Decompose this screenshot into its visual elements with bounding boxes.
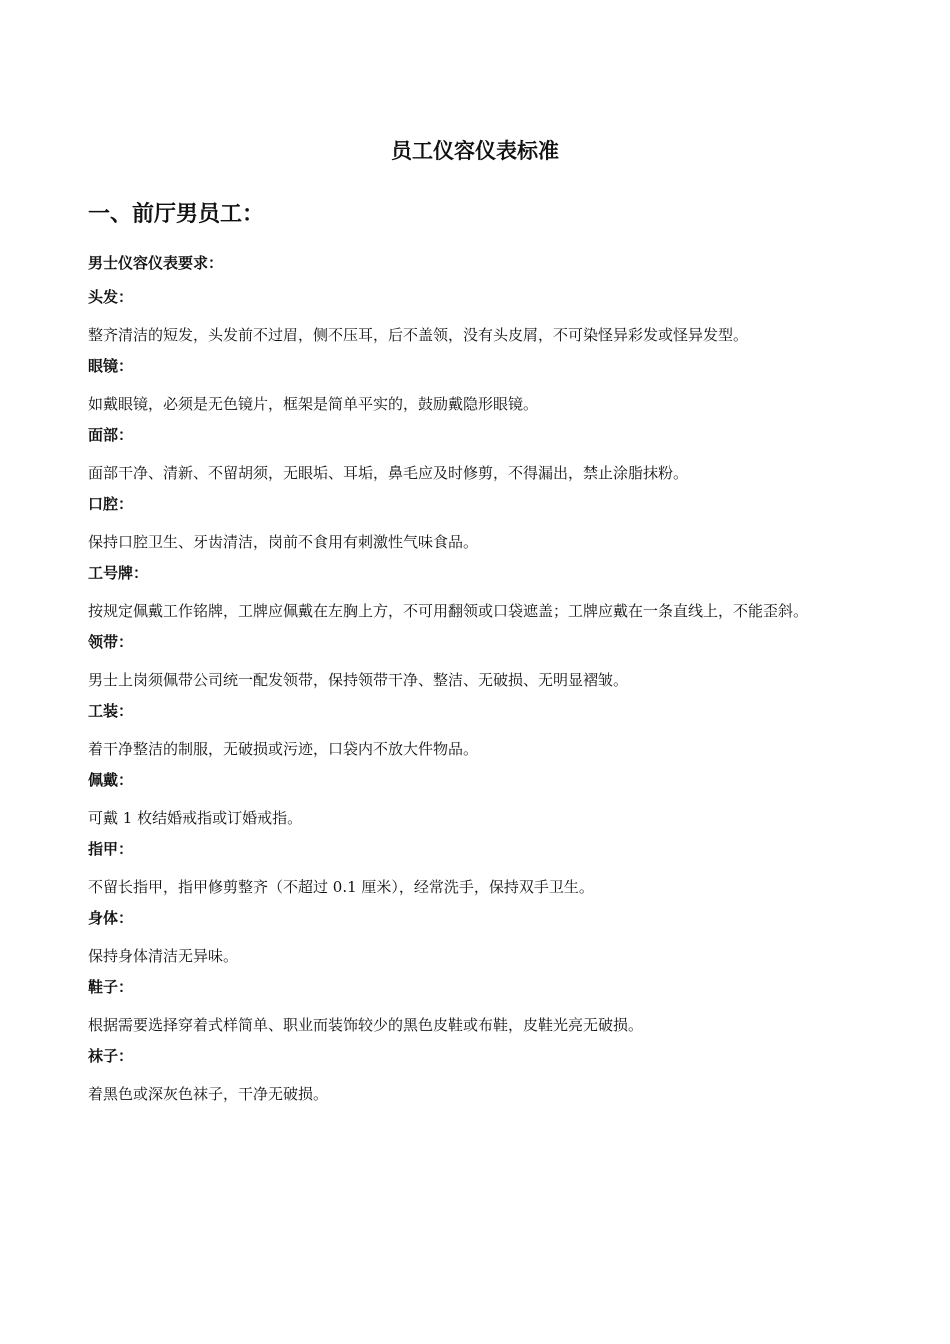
item-shoes bbox=[88, 974, 866, 1042]
item-nails bbox=[88, 836, 866, 904]
subheading: 男士仪容仪表要求： bbox=[88, 254, 224, 272]
item-label: 眼镜： bbox=[88, 357, 134, 375]
item-label: 佩戴： bbox=[88, 771, 134, 789]
item-face bbox=[88, 422, 866, 490]
item-text: 保持口腔卫生、牙齿清洁，岗前不食用有刺激性气味食品。 bbox=[88, 533, 479, 551]
item-text: 男士上岗须佩带公司统一配发领带，保持领带干净、整洁、无破损、无明显褶皱。 bbox=[88, 671, 629, 689]
item-text: 保持身体清洁无异味。 bbox=[88, 947, 239, 965]
document-body bbox=[88, 250, 866, 1112]
item-label: 身体： bbox=[88, 909, 134, 927]
item-text: 可戴 1 枚结婚戒指或订婚戒指。 bbox=[88, 809, 303, 827]
item-badge bbox=[88, 560, 866, 628]
item-label: 工装： bbox=[88, 702, 134, 720]
item-label: 指甲： bbox=[88, 840, 134, 858]
item-uniform bbox=[88, 698, 866, 766]
item-label: 口腔： bbox=[88, 495, 134, 513]
item-tie bbox=[88, 629, 866, 697]
item-label: 领带： bbox=[88, 633, 134, 651]
item-accessories bbox=[88, 767, 866, 835]
item-label: 鞋子： bbox=[88, 978, 134, 996]
item-hair bbox=[88, 284, 866, 352]
section-heading: 一、前厅男员工： bbox=[88, 202, 265, 227]
item-socks bbox=[88, 1043, 866, 1111]
item-mouth bbox=[88, 491, 866, 559]
item-text: 按规定佩戴工作铭牌，工牌应佩戴在左胸上方，不可用翻领或口袋遮盖；工牌应戴在一条直线上，不能歪斜。 bbox=[88, 602, 809, 620]
item-text: 不留长指甲，指甲修剪整齐（不超过 0.1 厘米），经常洗手，保持双手卫生。 bbox=[88, 878, 594, 896]
item-text: 根据需要选择穿着式样简单、职业而装饰较少的黑色皮鞋或布鞋，皮鞋光亮无破损。 bbox=[88, 1016, 644, 1034]
item-label: 工号牌： bbox=[88, 564, 149, 582]
item-text: 整齐清洁的短发，头发前不过眉，侧不压耳，后不盖领，没有头皮屑，不可染怪异彩发或怪异发型。 bbox=[88, 326, 749, 344]
document-title: 员工仪容仪表标准 bbox=[391, 139, 559, 163]
item-text: 着黑色或深灰色袜子，干净无破损。 bbox=[88, 1085, 329, 1103]
item-text: 着干净整洁的制服，无破损或污迹，口袋内不放大件物品。 bbox=[88, 740, 479, 758]
item-label: 面部： bbox=[88, 426, 134, 444]
item-label: 头发： bbox=[88, 288, 134, 306]
item-label: 袜子： bbox=[88, 1047, 134, 1065]
item-body bbox=[88, 905, 866, 973]
item-text: 如戴眼镜，必须是无色镜片，框架是简单平实的，鼓励戴隐形眼镜。 bbox=[88, 395, 539, 413]
item-text: 面部干净、清新、不留胡须，无眼垢、耳垢，鼻毛应及时修剪，不得漏出，禁止涂脂抹粉。 bbox=[88, 464, 689, 482]
item-glasses bbox=[88, 353, 866, 421]
